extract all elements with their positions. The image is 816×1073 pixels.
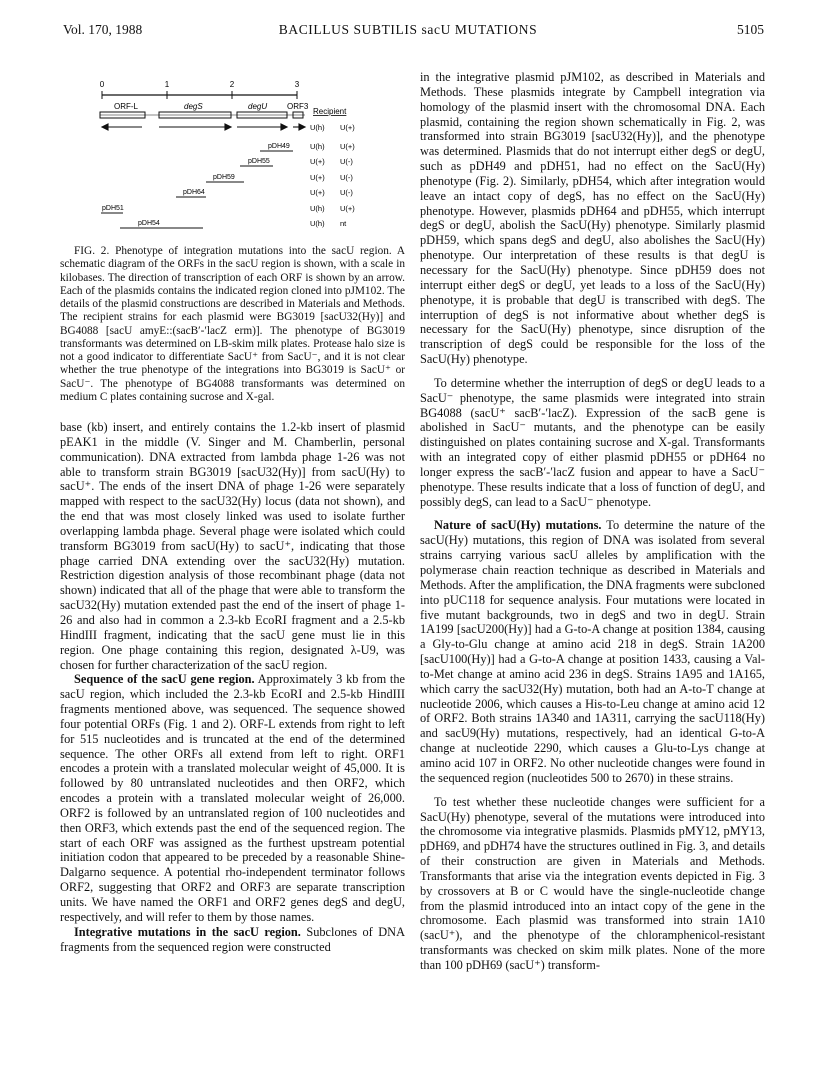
plasmid-row-pdh59	[206, 173, 353, 182]
gene-label-orf3: ORF3	[287, 102, 309, 111]
orf-map-diagram	[60, 70, 405, 245]
svg-text:pDH49: pDH49	[268, 143, 290, 150]
svg-text:U(+): U(+)	[310, 157, 325, 166]
svg-text:pDH54: pDH54	[138, 220, 160, 227]
gene-label-degu: degU	[248, 102, 268, 111]
section-heading-sequence: Sequence of the sacU gene region.	[74, 672, 255, 687]
svg-text:pDH51: pDH51	[102, 205, 124, 212]
figure-2	[60, 70, 405, 245]
running-title: BACILLUS SUBTILIS sacU MUTATIONS	[278, 22, 538, 37]
plasmid-row-pdh51	[101, 204, 355, 213]
recipient-header-uplus: U(+)	[340, 123, 355, 132]
scale-tick-label: 2	[229, 80, 235, 89]
scale-tick-label: 3	[294, 80, 300, 89]
body-paragraph: To determine whether the interruption of degS or degU leads to a SacU⁻ phenotype, the same plasmids were integrated into strain BG4088 (sacU⁺ sacB′-′lacZ). Expression of the sacB gene is abolished in SacU⁻ mutants, and the phenotype can be easily distinguished on plates containing sucrose and X-gal. Transformants with an integrated copy of either plasmid pDH55 or pDH64 no longer express the sacB′-′lacZ fusion and appear to have a SacU⁻ phenotype. These results indicate that a loss of function of degU, and possibly degS, can lead to a SacU⁻ phenotype.	[420, 375, 765, 509]
right-column	[420, 70, 765, 973]
plasmid-row-pdh49	[260, 142, 355, 151]
running-header	[0, 22, 816, 42]
svg-text:U(+): U(+)	[310, 173, 325, 182]
section-heading-integrative: Integrative mutations in the sacU region.	[74, 924, 301, 939]
plasmid-row-pdh55	[240, 157, 353, 166]
figure-caption	[60, 245, 405, 404]
svg-text:U(-): U(-)	[340, 188, 353, 197]
svg-text:pDH59: pDH59	[213, 174, 235, 181]
svg-text:U(h): U(h)	[310, 204, 325, 213]
caption-text: Phenotype of integration mutations into the sacU region. A schematic diagram of the ORFs in the sacU region is shown, with a scale in kilobases. The direction of transcription of each ORF is shown by an arrow. Each of the plasmids contains the indicated region cloned into pJM102. The details of the plasmid constructions are described in Materials and Methods. The recipient strains for each plasmid were BG3019 [sacU32(Hy)] and BG4088 [sacU amyE::(sacB′-′lacZ erm)]. The phenotype of BG3019 transformants was determined on LB-skim milk plates. Protease halo size is not a good indicator to differentiate SacU⁺ from SacU⁻, and it is not clear whether the true phenotype of the integrations into BG3019 is SacU⁺ or SacU⁻. The phenotype of BG4088 transformants was determined on medium C plates containing sucrose and X-gal.	[60, 245, 406, 403]
gene-label-degs: degS	[184, 102, 203, 111]
recipient-header-uh: U(h)	[310, 123, 325, 132]
svg-text:pDH64: pDH64	[183, 189, 205, 196]
page-number: 5105	[737, 22, 764, 37]
svg-text:U(h): U(h)	[310, 142, 325, 151]
svg-text:U(-): U(-)	[340, 157, 353, 166]
svg-text:U(+): U(+)	[340, 142, 355, 151]
gene-label-orfl: ORF-L	[114, 102, 138, 111]
plasmid-row-pdh54	[120, 219, 347, 228]
journal-volume: Vol. 170, 1988	[63, 22, 143, 37]
scale-tick-label: 1	[164, 80, 170, 89]
section-heading-nature: Nature of sacU(Hy) mutations.	[434, 518, 602, 533]
body-paragraph: base (kb) insert, and entirely contains the 1.2-kb insert of plasmid pEAK1 in the middle (V. Singer and M. Chamberlin, personal communication). DNA extracted from lambda phage 1-26 was not able to transform strain BG3019 [sacU32(Hy)] from sacU(Hy) to sacU⁺. The ends of the insert DNA of phage 1-26 were separately mapped with respect to the sacU32(Hy) locus (data not shown), and the end that was most closely linked was used to isolate further overlapping lambda phage. Several phage were isolated which could transform BG3019 from sacU(Hy) to sacU⁺, indicating that those phage carried DNA extending over the sacU32(Hy) mutation. Restriction digestion analysis of those recombinant phage (data not shown) indicated that all of the phage that were able to transform the sacU32(Hy) mutation extended past the end of the insert of phage 1-26 and also had in common a 2.3-kb EcoRI fragment and a 2.5-kb HindIII fragment, indicating that the sacU gene must lie in this region. One phage containing this region, designated λ-U9, was chosen for further characterization of the sacU region.	[60, 420, 405, 672]
section-body-nature: To determine the nature of the sacU(Hy) mutations, this region of DNA was isolated from several strains carrying various sacU alleles by amplification with the polymerase chain reaction technique as described in Materials and Methods. After the amplification, the DNA fragments were subcloned into pUC118 for sequence analysis. Four mutations were located in five mutant backgrounds, two in degS and two in degU. Strain 1A199 [sacU200(Hy)] had a G-to-A change at position 1384, causing a Gly-to-Glu change at amino acid 218 in degS. Strain 1A200 [sacU100(Hy)] had a G-to-A change at position 1433, causing a Val-to-Met change at amino acid 236 in degS. Strains 1A95 and 1A165, which carry the sacU32(Hy) mutation, both had an A-to-T change at nucleotide 2006, which causes a His-to-Leu change at amino acid 12 of ORF2. Both strains 1A340 and 1A311, carrying the sacU118(Hy) and sacU9(Hy) mutations, respectively, had an identical G-to-A change at nucleotide 2290, which causes a Glu-to-Lys change at amino acid 107 in ORF2. No other nucleotide changes were found in the sequenced region (nucleotides 500 to 2670) in these strains.	[420, 518, 765, 785]
scale-tick-label: 0	[99, 80, 105, 89]
left-column	[60, 70, 405, 954]
recipient-title: Recipient	[313, 107, 347, 116]
section-body-sequence: Approximately 3 kb from the sacU region, which included the 2.3-kb EcoRI and 2.5-kb HindIII fragments mentioned above, was sequenced. The sequence showed four potential ORFs (Fig. 1 and 2). ORF-L extends from right to left for 515 nucleotides and is truncated at the end of the determined sequence. The other ORFs all extend from left to right. ORF1 encodes a protein with a translated molecular weight of 45,000. It is followed by 80 untranslated nucleotides and then ORF2, which encodes a protein with a translated molecular weight of 26,000. ORF2 is followed by an untranslated region of 100 nucleotides and then ORF3, which extends past the end of the sequenced region. The start of each ORF was assigned as the furthest upstream potential initiation codon that appeared to be preceded by a reasonable Shine-Dalgarno sequence. A potential rho-independent terminator follows ORF2, suggesting that ORF2 and ORF3 are separate transcription units. We have named the ORF1 and ORF2 genes degS and degU, respectively, and will refer to them by those names.	[60, 672, 405, 924]
body-paragraph: To test whether these nucleotide changes were sufficient for a SacU(Hy) phenotype, several of the mutations were introduced into the chromosome via integrative plasmids. Plasmids pMY12, pMY13, pDH69, and pDH74 have the structures outlined in Fig. 3, and details of their construction are given in Materials and Methods. Transformants that arise via the integration events depicted in Fig. 3 by crossovers at B or C would have the single-nucleotide change from the plasmid introduced into an intact copy of the gene in the chromosome. Each plasmid was transformed into strain 1A10 (sacU⁺), and the phenotype of the chloramphenicol-resistant transformants was checked on skim milk plates. None of the more than 100 pDH69 (sacU⁺) transform-	[420, 794, 765, 972]
svg-text:nt: nt	[340, 219, 347, 228]
section-body-integrative: Subclones of DNA fragments from the sequenced region were constructed	[60, 924, 405, 954]
plasmid-row-pdh64	[176, 188, 353, 197]
transcription-arrows	[102, 124, 305, 130]
svg-text:U(-): U(-)	[340, 173, 353, 182]
svg-text:U(h): U(h)	[310, 219, 325, 228]
caption-label: FIG. 2.	[74, 245, 110, 257]
svg-text:pDH55: pDH55	[248, 158, 270, 165]
svg-text:U(+): U(+)	[310, 188, 325, 197]
body-paragraph: in the integrative plasmid pJM102, as described in Materials and Methods. These plasmids integrate by Campbell integration via homology of the plasmid insert with the chromosomal DNA. Each plasmid, containing the region shown schematically in Fig. 2, was transformed into strain BG3019 [sacU32(Hy)], and the phenotype was determined. Plasmids that do not interrupt either degS or degU, such as pDH49 and pDH51, had no effect on the SacU(Hy) phenotype (Fig. 2). Similarly, pDH54, which after integration would leave an intact copy of degS, has no effect on the SacU(Hy) phenotype. However, plasmids pDH64 and pDH55, which interrupt degS or degU, abolish the SacU(Hy) phenotype. Similarly plasmid pDH59, which spans degS and degU, also abolishes the SacU(Hy) phenotype. Our interpretation of these results is that degU is necessary for the SacU(Hy) phenotype. Since pDH59 does not interrupt either degS or degU, yet leads to a loss of the SacU(Hy) phenotype, it is probable that degU is transcribed with degS. The interruption of degS is not informative about whether degS is necessary for the SacU(Hy) phenotype, since disruption of the transcription of degS could be responsible for the loss of the SacU(Hy) phenotype.	[420, 70, 765, 367]
svg-text:U(+): U(+)	[340, 204, 355, 213]
